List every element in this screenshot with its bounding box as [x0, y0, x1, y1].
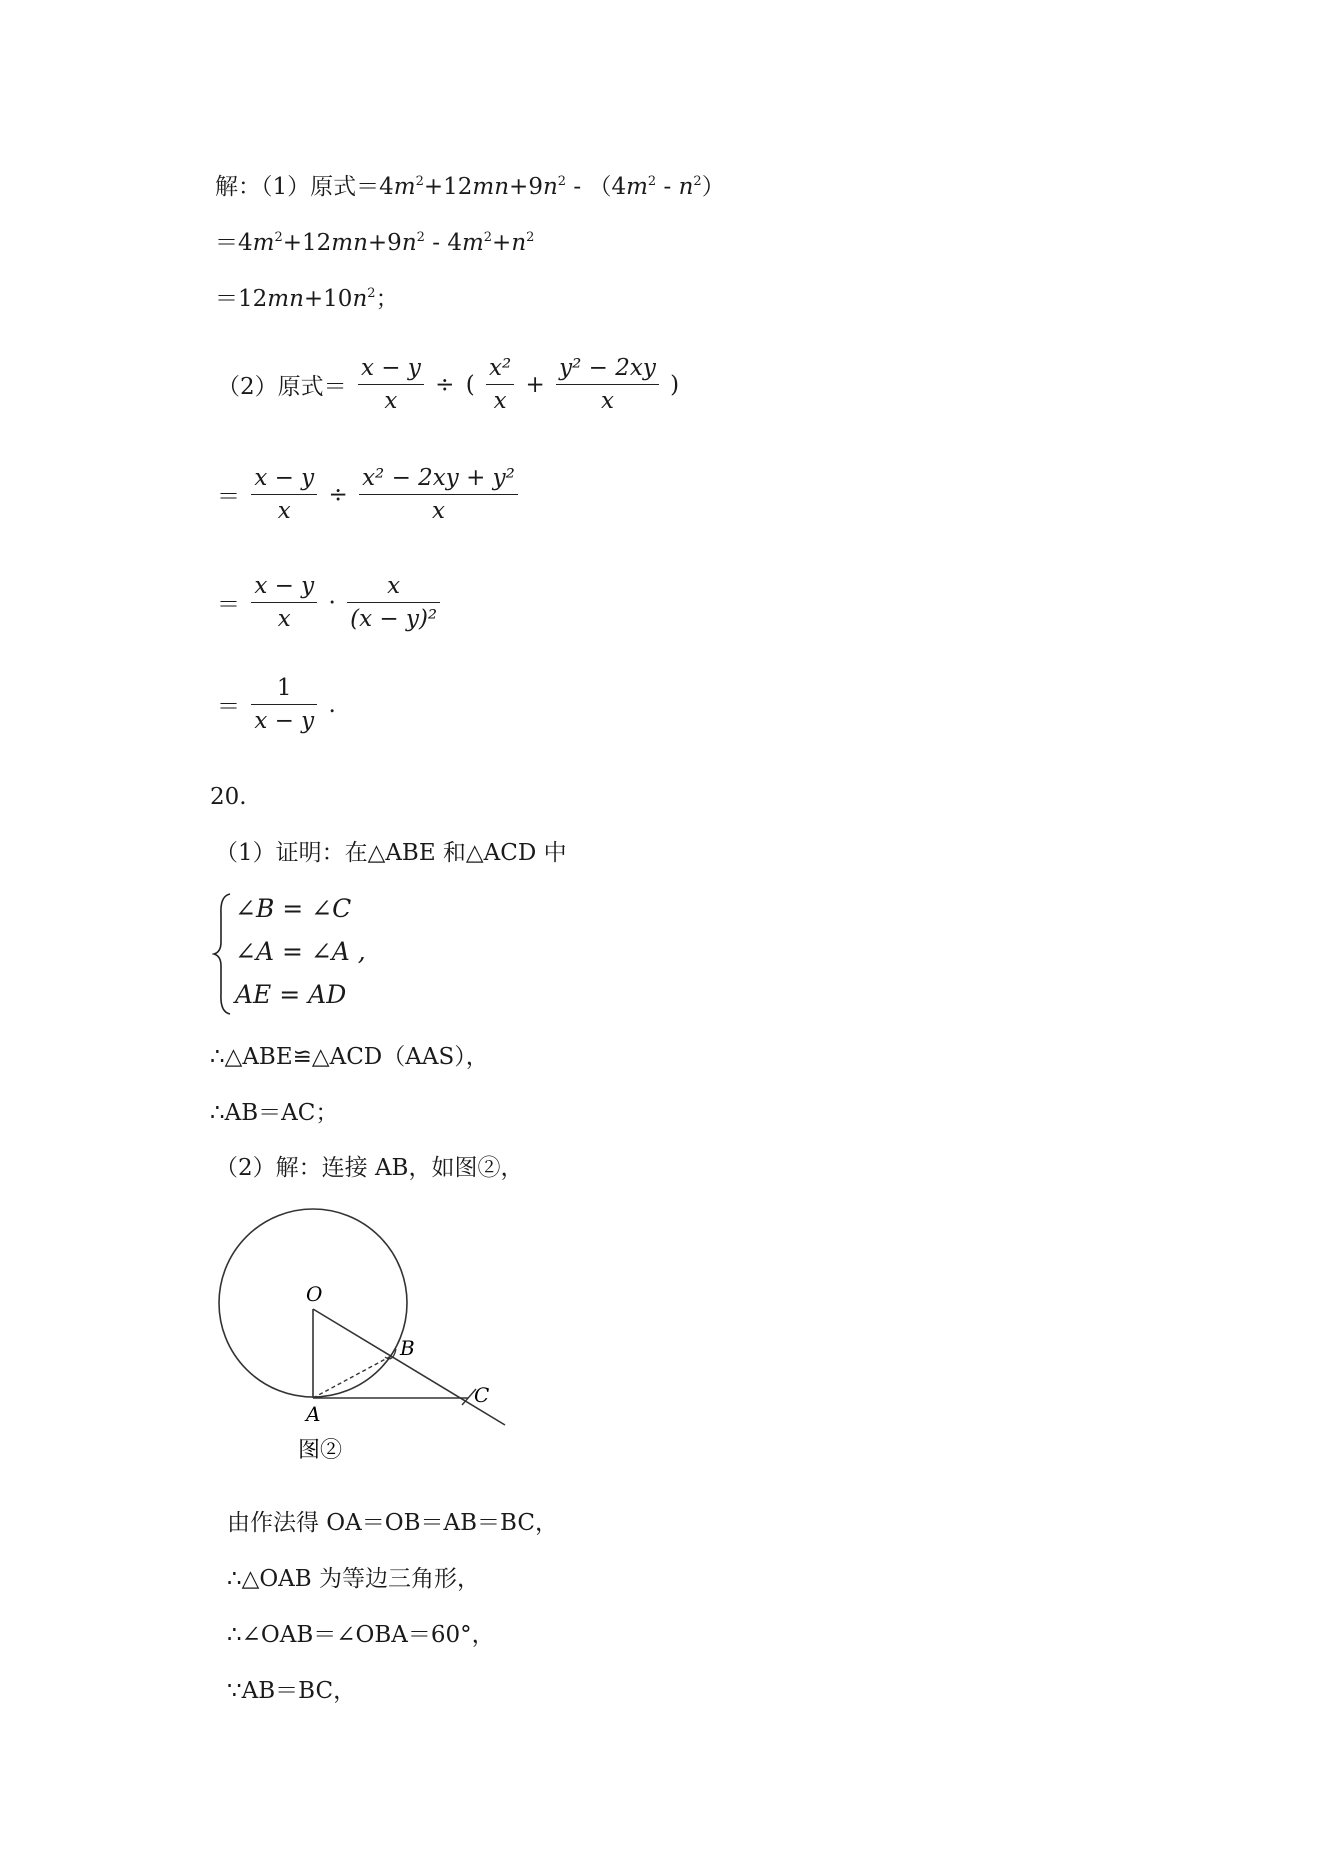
system-eq-1: ∠B = ∠C [235, 894, 352, 923]
paren-close: ) [670, 371, 680, 398]
conclusion-2: ∴AB＝AC； [210, 1100, 339, 1126]
fraction-3-num: y² − 2xy [556, 352, 659, 385]
conclusion-1: ∴△ABE≌△ACD（AAS）， [210, 1044, 489, 1070]
figure-caption: 图② [298, 1438, 343, 1463]
fraction-2 [486, 352, 514, 417]
step2-fraction-1-num: x − y [251, 462, 317, 495]
label-a: A [306, 1402, 321, 1426]
step-2: ∴△OAB 为等边三角形， [227, 1566, 480, 1592]
geometry-figure [210, 1205, 510, 1475]
part2-step3 [215, 570, 442, 635]
final-fraction-num: 1 [251, 672, 317, 705]
step3-fraction-1 [251, 570, 317, 635]
fraction-3 [556, 352, 659, 417]
step2-fraction-1-den: x [277, 498, 291, 524]
fraction-1-num: x − y [358, 352, 424, 385]
fraction-2-den: x [493, 388, 507, 414]
part2-step1 [215, 352, 681, 417]
equals-sign: ＝ [217, 592, 240, 618]
step-1: 由作法得 OA＝OB＝AB＝BC， [227, 1510, 558, 1536]
plus-sign: + [525, 371, 545, 398]
label-o: O [306, 1282, 323, 1306]
label-b: B [400, 1336, 415, 1360]
step-3: ∴∠OAB＝∠OBA＝60°， [227, 1622, 495, 1648]
final-fraction [251, 672, 317, 737]
solution-line-1-text: 解：（1）原式$=4m^2+12mn+9n^2 - (4m^2 - n^2)$ [215, 174, 725, 200]
step3-fraction-2-num: x [347, 570, 440, 603]
step2-fraction-2-den: x [431, 498, 445, 524]
equals-sign: ＝ [217, 484, 240, 510]
step2-fraction-2 [359, 462, 518, 527]
fraction-1 [358, 352, 424, 417]
ray-oc [313, 1309, 505, 1425]
fraction-3-den: x [600, 388, 614, 414]
system-eq-2: ∠A = ∠A , [235, 937, 366, 966]
question-number: 20. [210, 784, 247, 810]
solution-line-3: $=12mn+10n^2$； [215, 286, 399, 312]
final-fraction-den: x − y [254, 708, 315, 734]
step-4: ∵AB＝BC， [227, 1678, 357, 1704]
paren-open: ( [465, 371, 475, 398]
step3-fraction-2 [347, 570, 440, 635]
fraction-2-num: x² [486, 352, 514, 385]
label-c: C [474, 1383, 490, 1407]
system-eq-3: AE = AD [235, 980, 347, 1009]
part2-label: （2）原式＝ [217, 374, 347, 400]
solution-line-1 [215, 172, 725, 202]
step3-fraction-1-num: x − y [251, 570, 317, 603]
equals-sign: ＝ [217, 694, 240, 720]
part2-step4 [215, 672, 338, 737]
multiply-dot: · [328, 589, 336, 616]
period: . [328, 691, 336, 718]
proof-intro: （1）证明：在△ABE 和△ACD 中 [215, 840, 567, 866]
fraction-1-den: x [384, 388, 398, 414]
solution-line-2: $=4m^2+12mn+9n^2 - 4m^2+n^2$ [215, 230, 535, 256]
part2-intro: （2）解：连接 AB，如图②， [215, 1155, 524, 1181]
step2-fraction-2-num: x² − 2xy + y² [359, 462, 518, 495]
step3-fraction-1-den: x [277, 606, 291, 632]
system-brace [212, 892, 236, 1016]
divide-sign: ÷ [435, 371, 455, 398]
divide-sign: ÷ [328, 481, 348, 508]
dashed-segment-ab [313, 1355, 393, 1398]
step2-fraction-1 [251, 462, 317, 527]
step3-fraction-2-den: (x − y)² [350, 606, 438, 632]
part2-step2 [215, 462, 520, 527]
